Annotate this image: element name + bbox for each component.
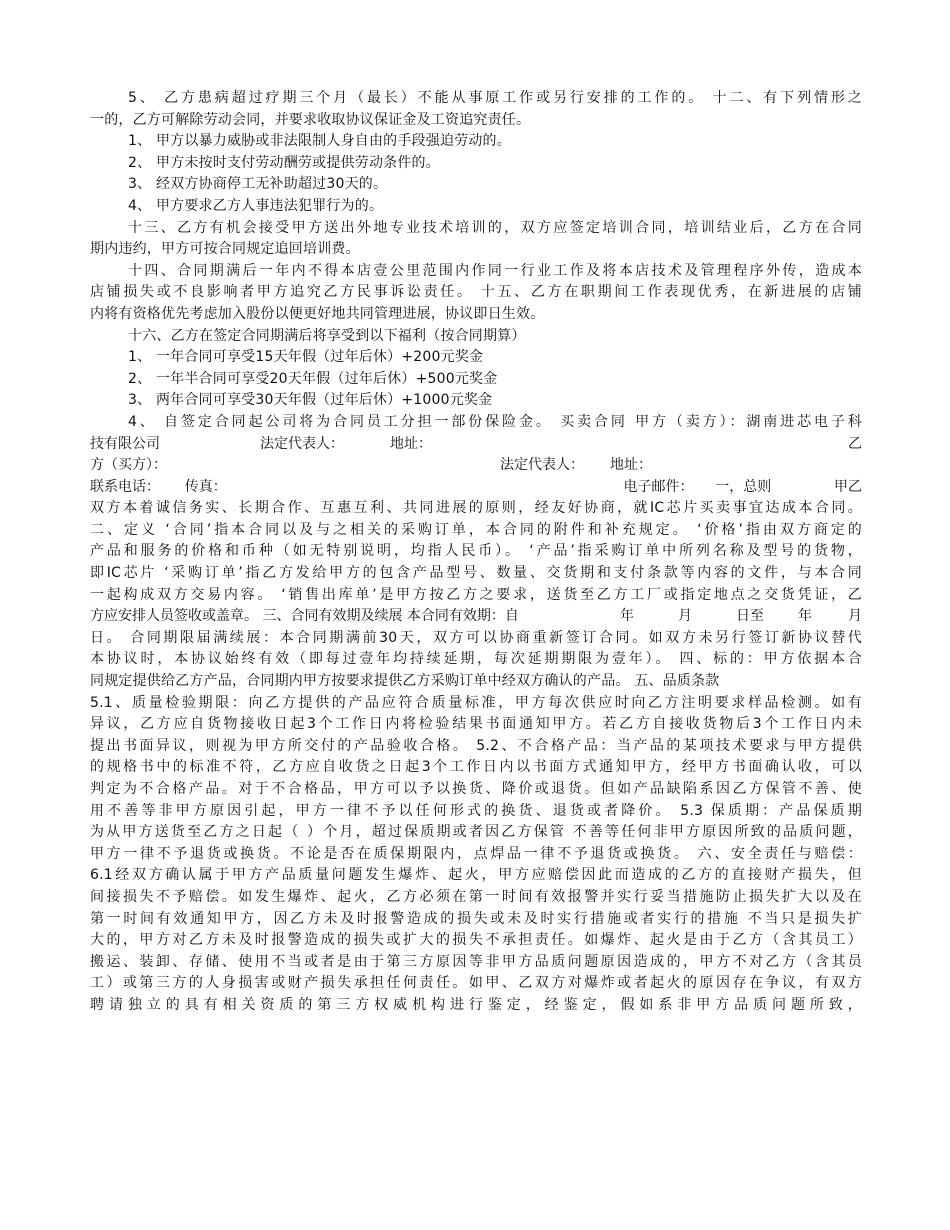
text-line: 3、 两年合同可享受30天年假（过年后休）+1000元奖金 [128,392,493,409]
text-line: 工）或第三方的人身损害或财产损失承担任何责任。如甲、乙双方对爆炸或者起火的原因存在争议，有双方 [90,975,862,992]
text-fragment: 年 [798,608,812,625]
text-line-contact [90,477,862,499]
text-line: 第一时间有效通知甲方，因乙方未及时报警造成的损失或未及时实行措施或者实行的措施 不当只是损失扩 [90,910,862,927]
text-fragment: 方（买方）： [90,457,167,474]
text-line: 聘请独立的具有相关资质的第三方权威机构进行鉴定，经鉴定，假如系非甲方品质问题所致， [90,996,862,1013]
text-line: 异议，乙方应自货物接收日起3个工作日内将检验结果书面通知甲方。若乙方自接收货物后3个工作日内未 [90,716,862,733]
text-line: 店铺损失或不良影响者甲方追究乙方民事诉讼责任。 十五、乙方在职期间工作表现优秀，在新进展的店铺 [90,284,862,301]
text-line: 5.1、质量检验期限：向乙方提供的产品应符合质量标准，甲方每次供应时向乙方注明要求样品检测。如有 [90,694,862,711]
text-line: 内将有资格优先考虑加入股份以便更好地共同管理进展，协议即日生效。 [90,305,545,322]
text-line: 十六、乙方在签定合同期满后将享受到以下福利（按合同期算） [128,327,526,344]
text-fragment: 月 [848,608,862,625]
text-line: 1、 甲方以暴力威胁或非法限制人身自由的手段强迫劳动的。 [128,133,511,150]
text-fragment: 乙 [848,435,862,452]
text-line-seller [90,434,862,456]
text-fragment: 方应安排人员签收或盖章。 三、合同有效期及续展 本合同有效期：自 [90,608,519,625]
text-line: 2、 甲方未按时支付劳动酬劳或提供劳动条件的。 [128,154,440,171]
text-line: 一起构成双方交易内容。 ‘销售出库单’是甲方按乙方之要求，送货至乙方工厂或指定地点之交货凭证，乙 [90,586,862,603]
text-line: 搬运、装卸、存储、使用不当或者是由于第三方原因等非甲方品质问题原因造成的，甲方不对乙方（含其员 [90,953,862,970]
text-line: 提出书面异议，则视为甲方所交付的产品验收合格。 5.2、不合格产品：当产品的某项技术要求与甲方提供 [90,737,862,754]
text-line: 一的，乙方可解除劳动会同，并要求收取协议保证金及工资追究责任。 [90,111,531,128]
text-fragment: 传真： [184,478,227,495]
text-line: 十三、乙方有机会接受甲方送出外地专业技术培训的，双方应签定培训合同，培训结业后，乙方在合同 [128,219,862,236]
text-line: 判定为不合格产品。对于不合格品，甲方可以予以换货、降价或退货。但如产品缺陷系因乙方保管不善、使 [90,781,862,797]
text-fragment: 联系电话： [90,478,160,495]
text-fragment: 技有限公司 [90,435,160,452]
text-fragment: 电子邮件： [623,478,694,495]
text-fragment: 月 [678,608,692,625]
text-fragment: 年 [620,608,634,625]
text-line: 期内违约，甲方可按合同规定追回培训费。 [90,241,360,258]
text-fragment: 甲乙 [834,478,862,495]
text-line: 2、 一年半合同可享受20天年假（过年后休）+500元奖金 [128,370,498,387]
text-line: 用不善等非甲方原因引起，甲方一律不予以任何形式的换货、退货或者降价。 5.3 保质期：产品保质期 [90,802,862,819]
text-line: 间接损失不予赔偿。如发生爆炸、起火，乙方必须在第一时间有效报警并实行妥当措施防止损失扩大以及在 [90,888,862,905]
text-line: 1、 一年合同可享受15天年假（过年后休）+200元奖金 [128,349,484,366]
text-fragment: 日至 [736,608,764,625]
text-line: 产品和服务的价格和币种（如无特别说明，均指人民币）。 ‘产品’指采购订单中所列名称及型号的货物， [90,543,862,560]
text-line: 6.1经双方确认属于甲方产品质量问题发生爆炸、起火，甲方应赔偿因此而造成的乙方的直接财产损失，但 [90,867,862,884]
text-line [90,1017,862,1039]
text-fragment: 地址： [390,435,432,452]
text-line: 同规定提供给乙方产品，合同期内甲方按要求提供乙方采购订单中经双方确认的产品。 五、品质条款 [90,673,720,690]
text-line: 即IC芯片 ‘采购订单’指乙方发给甲方的包含产品型号、数量、交货期和支付条款等内容的文件，与本合同 [90,565,862,582]
text-line: 日。 合同期限届满续展：本合同期满前30天，双方可以协商重新签订合同。如双方未另行签订新协议替代 [90,629,862,646]
text-line: 双方本着诚信务实、长期合作、互惠互利、共同进展的原则，经友好协商，就IC芯片买卖事宜达成本合同。 [90,500,862,517]
text-line: 4、 甲方要求乙方人事违法犯罪行为的。 [128,197,384,214]
text-line: 甲方一律不予退货或换货。不论是否在质保期限内，点焊品一律不予退货或换货。 六、安全责任与赔偿： [90,845,862,862]
text-fragment: 一，总则 [715,478,772,495]
text-fragment: 法定代表人： [260,435,344,452]
text-line: 大的，甲方对乙方未及时报警造成的损失或扩大的损失不承担责任。如爆炸、起火是由于乙方（含其员工） [90,932,862,949]
document-page [90,88,862,1038]
text-fragment: 地址： [610,457,652,474]
text-line: 二、定义 ‘合同’指本合同以及与之相关的采购订单，本合同的附件和补充规定。 ‘价格’指由双方商定的 [90,521,862,538]
text-fragment: 法定代表人： [500,457,584,474]
text-line: 4、 自签定合同起公司将为合同员工分担一部份保险金。 买卖合同 甲方（卖方）：湖南进芯电子科 [128,413,862,430]
text-line: 十四、合同期满后一年内不得本店壹公里范围内作同一行业工作及将本店技术及管理程序外传，造成本 [128,262,862,279]
text-line: 的规格书中的标准不符，乙方应自收货之日起3个工作日内以书面方式通知甲方，经甲方书面确认收，可以 [90,759,862,776]
text-line: 5、 乙方患病超过疗期三个月（最长）不能从事原工作或另行安排的工作的。 十二、有下列情形之 [128,90,862,106]
text-line: 3、 经双方协商停工无补助超过30天的。 [128,176,388,193]
text-line: 为从甲方送货至乙方之日起（ ）个月，超过保质期或者因乙方保管 不善等任何非甲方原因所致的品质问题， [90,824,862,841]
text-line-buyer [90,455,862,477]
text-line: 本协议时，本协议始终有效（即每过壹年均持续延期，每次延期期限为壹年）。 四、标的：甲方依据本合 [90,651,862,668]
text-line-validity [90,606,862,628]
